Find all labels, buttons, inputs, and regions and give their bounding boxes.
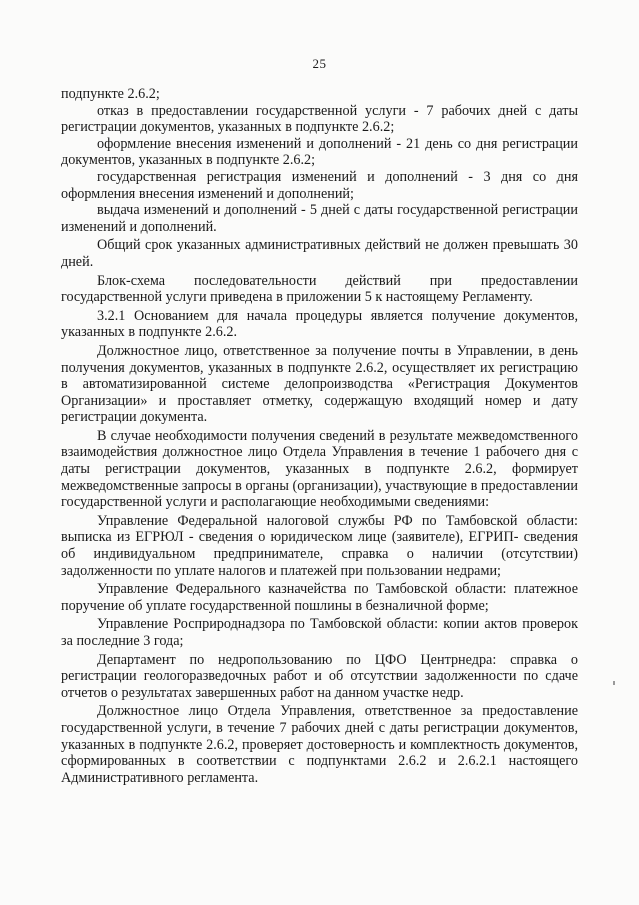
scan-mark [613,681,615,685]
paragraph-document-check: Должностное лицо Отдела Управления, ответственное за предоставление государственной услуги, в течение 7 рабочих дней с даты регистрации документов, указанных в подпункте 2.6.2, проверяет достоверность и комплектность документов, сформированных в соответствии с подпунктами 2.6.2 и 2.6.2.1 настоящего Административного регламента. [61,703,578,786]
paragraph-issue-term: выдача изменений и дополнений - 5 дней с даты государственной регистрации изменений и дополнений. [61,202,578,235]
paragraph-rosprirodnadzor: Управление Росприроднадзора по Тамбовской области: копии актов проверок за последние 3 года; [61,616,578,649]
paragraph-total-term: Общий срок указанных административных действий не должен превышать 30 дней. [61,237,578,270]
paragraph-treasury: Управление Федерального казначейства по Тамбовской области: платежное поручение об уплате государственной пошлины в безналичной форме; [61,581,578,614]
paragraph-3-2-1: 3.2.1 Основанием для начала процедуры является получение документов, указанных в подпункте 2.6.2. [61,307,578,341]
paragraph-flowchart: Блок-схема последовательности действий при предоставлении государственной услуги приведена в приложении 5 к настоящему Регламенту. [61,272,578,306]
paragraph-amendment-term: оформление внесения изменений и дополнений - 21 день со дня регистрации документов, указанных в подпункте 2.6.2; [61,135,578,169]
paragraph-interagency-requests: В случае необходимости получения сведений в результате межведомственного взаимодействия должностное лицо Отдела Управления в течение 1 рабочего дня с даты регистрации документов, указанных в подпункте 2.6.2, формирует межведомственные запросы в органы (организации), участвующие в предоставлении государственной услуги и располагающие необходимыми сведениями: [61,427,578,511]
paragraph-registration-term: государственная регистрация изменений и дополнений - 3 дня со дня оформления внесения изменений и дополнений; [61,168,578,202]
paragraph-mail-registration: Должностное лицо, ответственное за получение почты в Управлении, в день получения документов, указанных в подпункте 2.6.2, осуществляет их регистрацию в автоматизированной системе делопроизводства «Регистрация Документов Организации» и проставляет отметку, содержащую входящий номер и дату регистрации документа. [61,342,578,426]
document-body [61,86,578,786]
paragraph-tsentrnedra: Департамент по недропользованию по ЦФО Центрнедра: справка о регистрации геологоразведочных работ и об отсутствии задолженности по сдаче отчетов о результатах завершенных работ на данном участке недр. [61,651,578,701]
page-number: 25 [312,56,327,71]
paragraph-tax-service: Управление Федеральной налоговой службы РФ по Тамбовской области: выписка из ЕГРЮЛ - сведения о юридическом лице (заявителе), ЕГРИП- сведения об индивидуальном предпринимателе, справка о наличии (отсутствии) задолженности по уплате налогов и платежей при пользовании недрами; [61,512,578,579]
paragraph-refusal-term: отказ в предоставлении государственной услуги - 7 рабочих дней с даты регистрации документов, указанных в подпункте 2.6.2; [61,102,578,136]
paragraph-continuation: подпункте 2.6.2; [61,86,160,102]
